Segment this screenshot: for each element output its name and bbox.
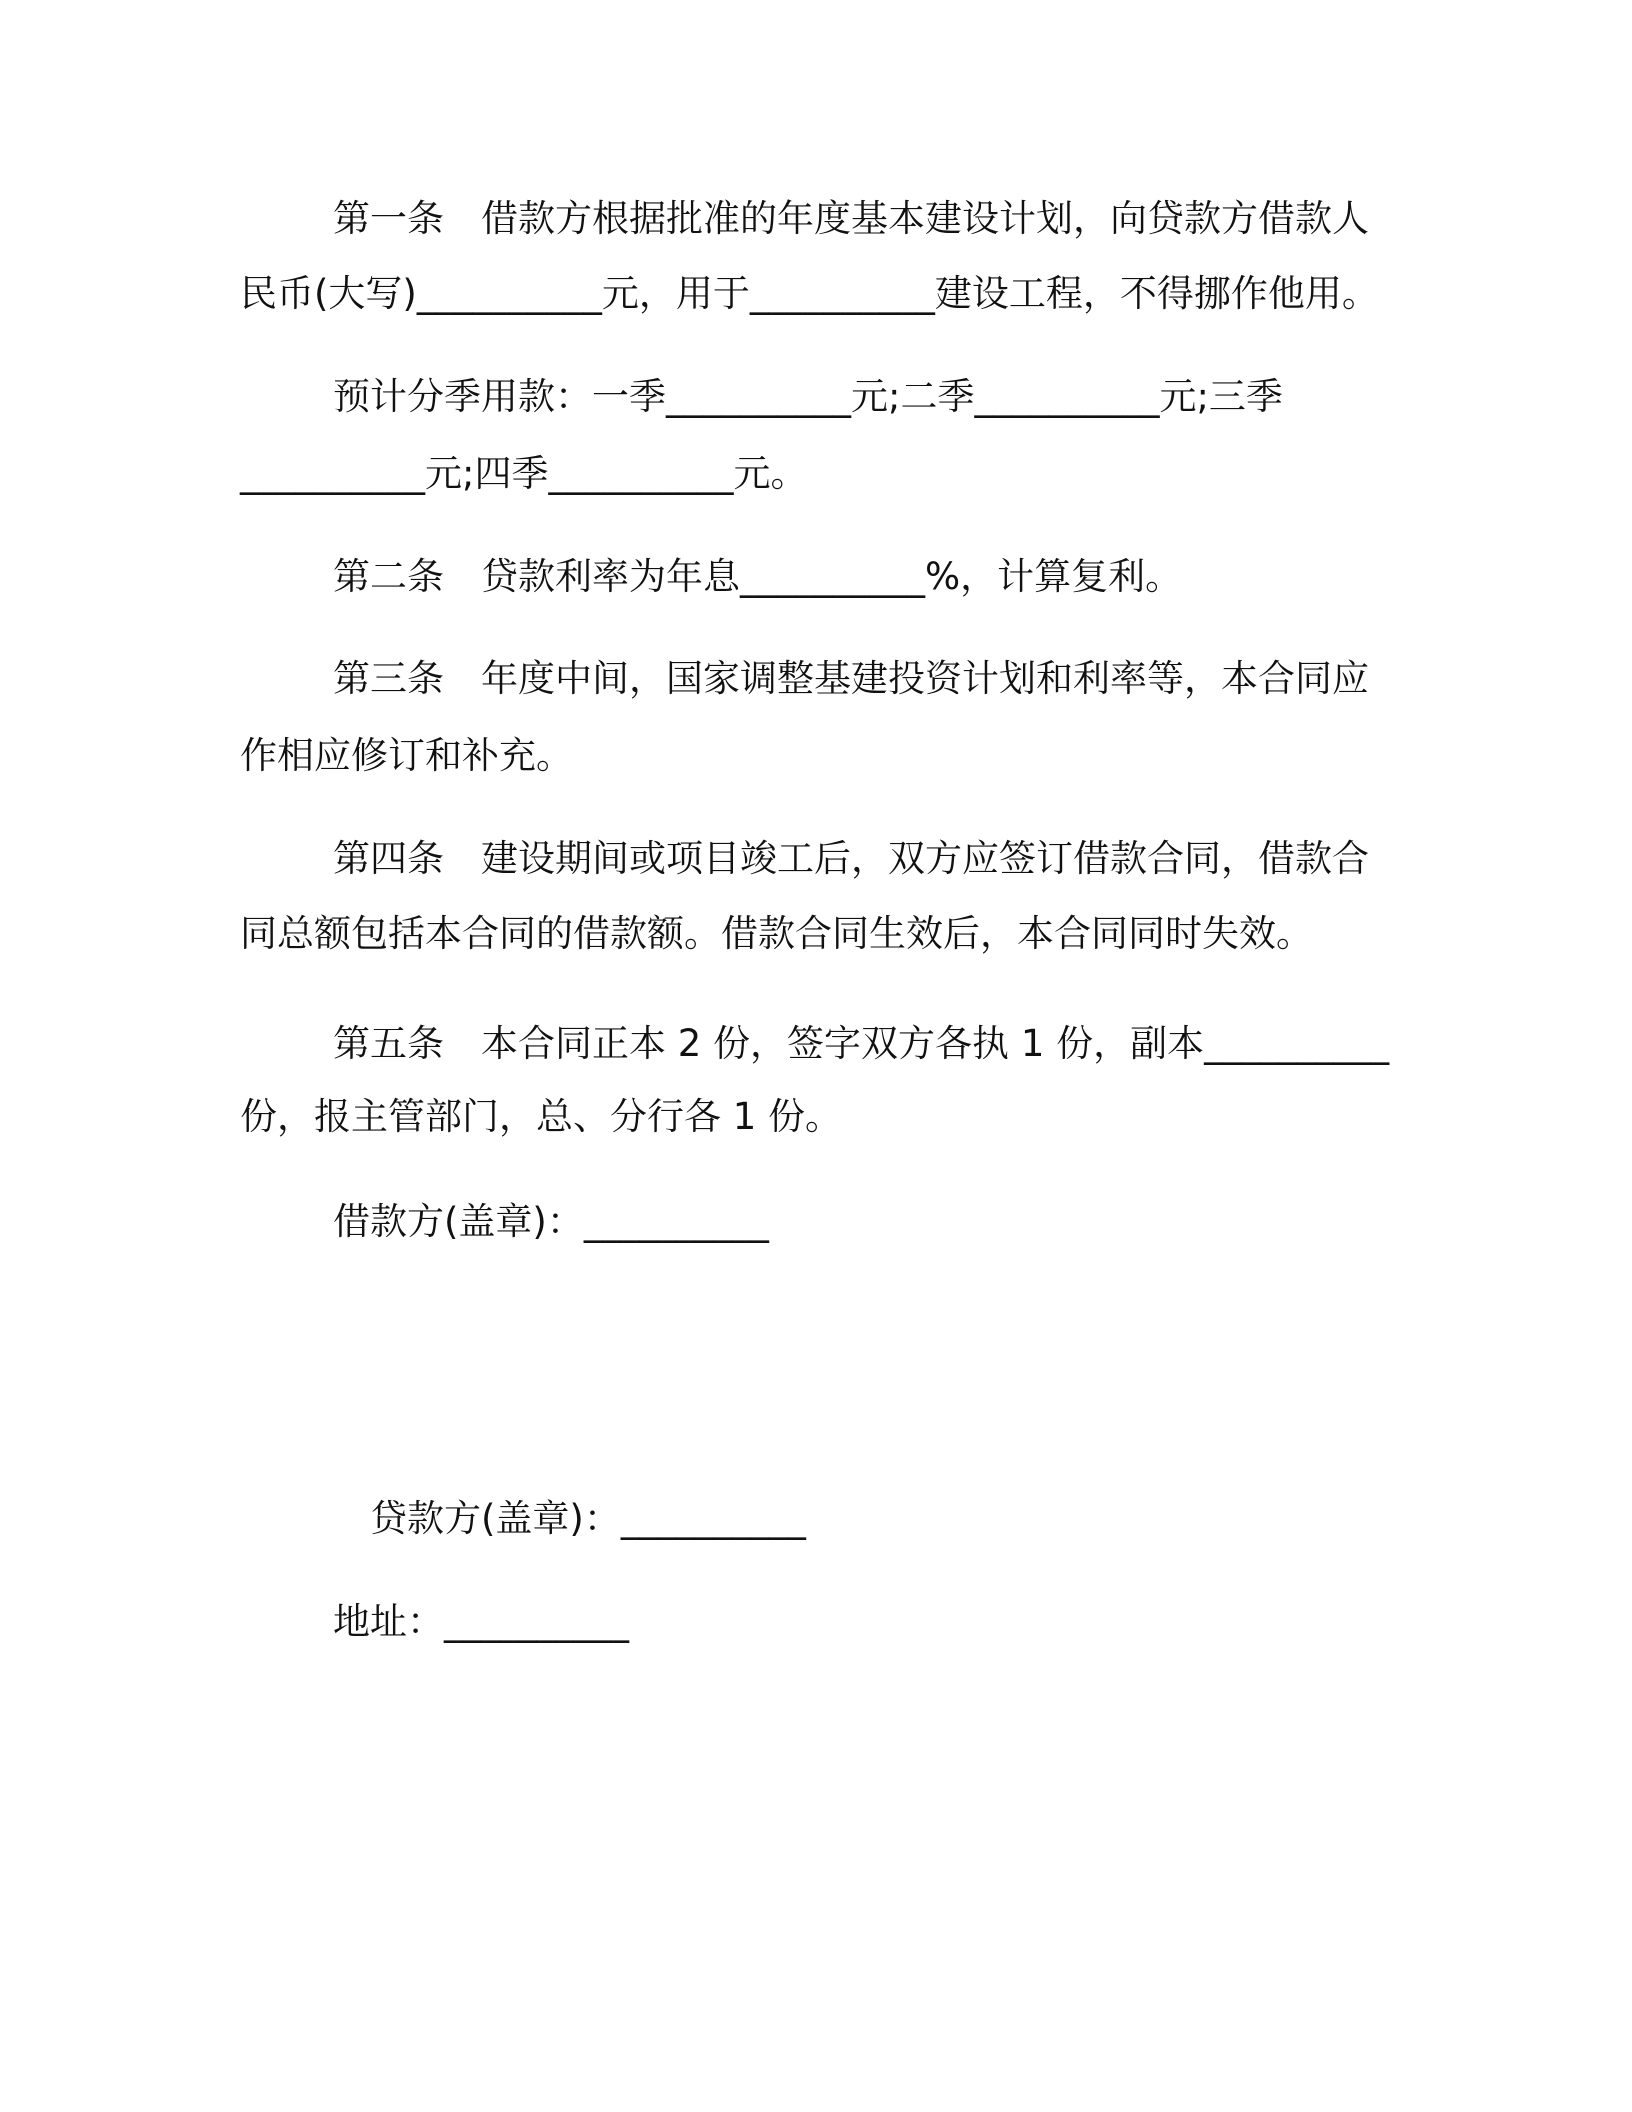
schedule-line2: __________元;四季__________元。 <box>240 452 808 495</box>
article3-line2: 作相应修订和补充。 <box>240 734 573 777</box>
article3-line1: 第三条 年度中间，国家调整基建投资计划和利率等，本合同应 <box>333 657 1369 700</box>
article4-line1: 第四条 建设期间或项目竣工后，双方应签订借款合同，借款合 <box>333 837 1369 880</box>
article5-line2: 份，报主管部门，总、分行各 1 份。 <box>240 1095 843 1138</box>
article4-line2: 同总额包括本合同的借款额。借款合同生效后，本合同同时失效。 <box>240 912 1313 955</box>
lender-signature-line: 贷款方(盖章)：__________ <box>370 1497 806 1540</box>
article1-line2: 民币(大写)__________元，用于__________建设工程，不得挪作他用。 <box>240 272 1379 315</box>
schedule-line1: 预计分季用款：一季__________元;二季__________元;三季 <box>333 375 1283 418</box>
article5-line1: 第五条 本合同正本 2 份，签字双方各执 1 份，副本__________ <box>333 1022 1390 1065</box>
article1-line1: 第一条 借款方根据批准的年度基本建设计划，向贷款方借款人 <box>333 197 1369 240</box>
article2-line1: 第二条 贷款利率为年息__________%，计算复利。 <box>333 555 1183 598</box>
address-line: 地址：__________ <box>333 1600 629 1643</box>
borrower-signature-line: 借款方(盖章)：__________ <box>333 1200 769 1243</box>
